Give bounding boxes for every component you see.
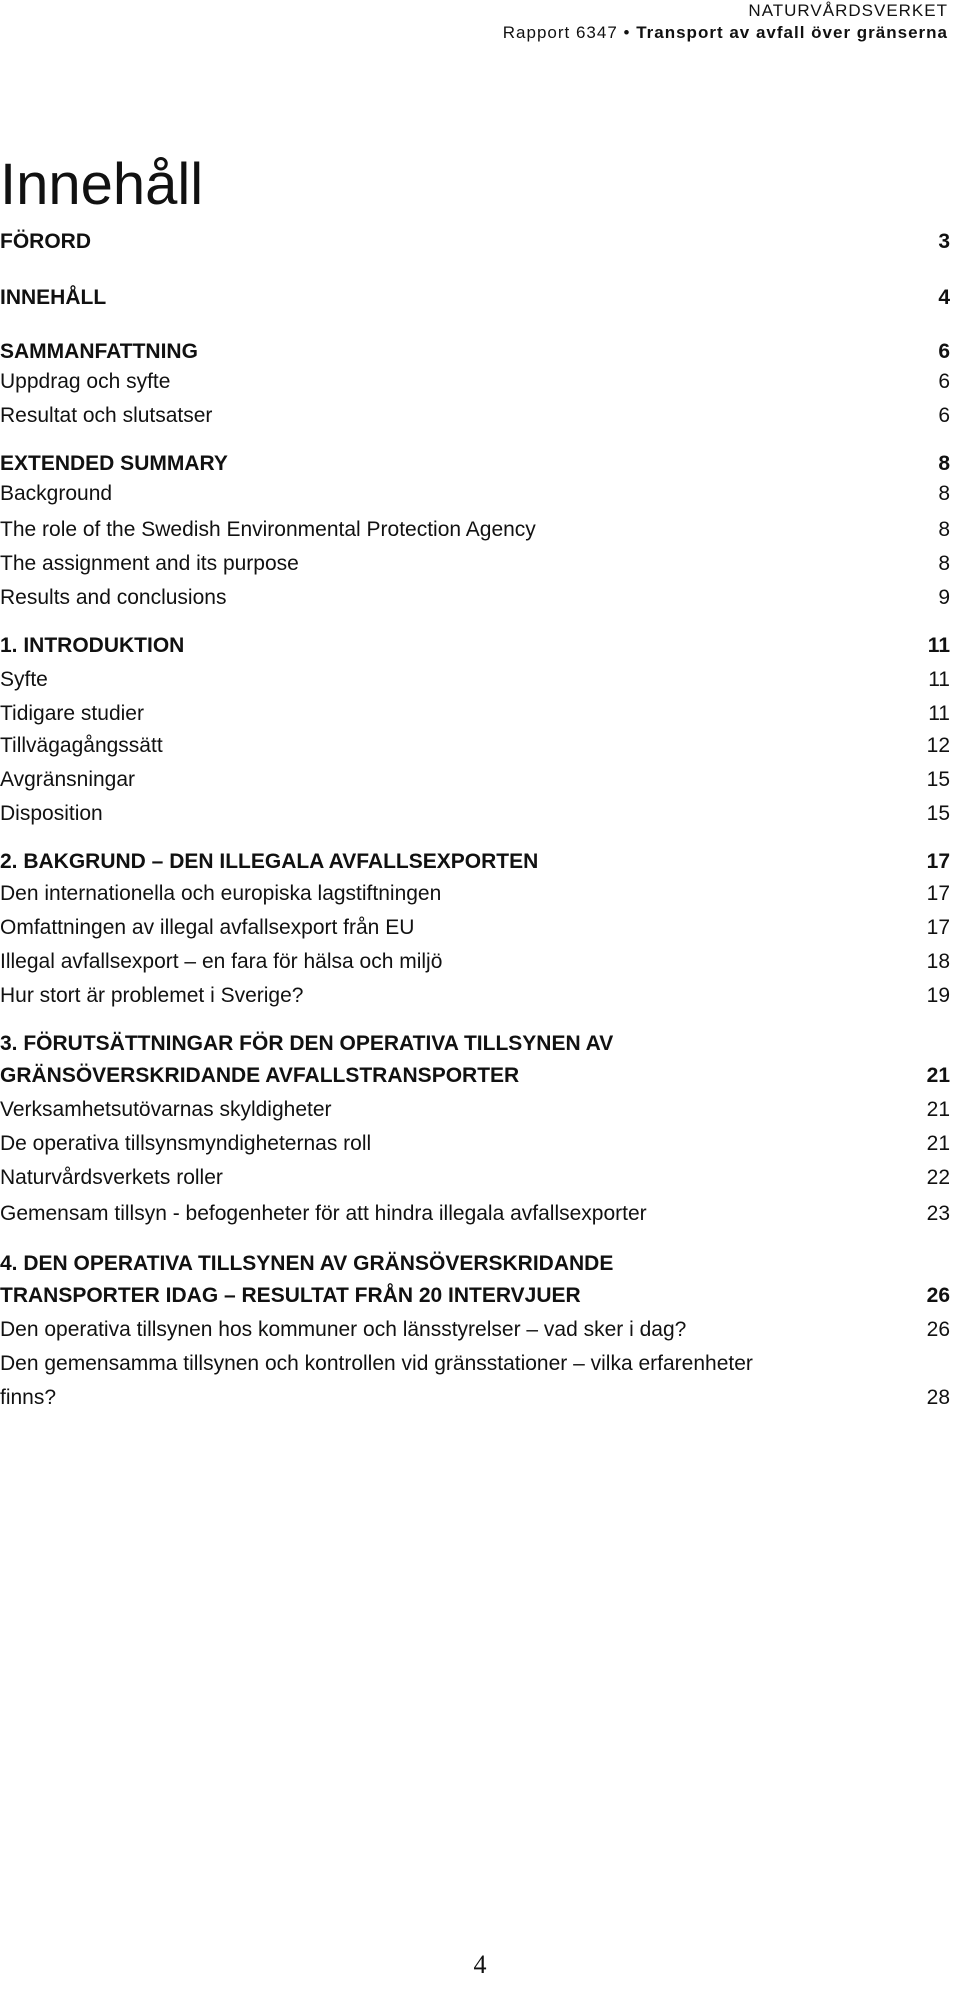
toc-entry-text: Tidigare studier xyxy=(0,702,144,725)
toc-entry-text: 2. BAKGRUND – DEN ILLEGALA AVFALLSEXPORTEN xyxy=(0,850,539,873)
page-title: Innehåll xyxy=(0,152,204,217)
toc-entry[interactable] xyxy=(0,480,950,507)
toc-entry-page: 26 xyxy=(926,1284,950,1307)
toc-entry[interactable] xyxy=(0,402,950,429)
toc-entry-page: 6 xyxy=(938,370,950,393)
toc-entry-text: Uppdrag och syfte xyxy=(0,370,171,393)
toc-entry-page: 21 xyxy=(926,1098,950,1121)
toc-entry-page: 9 xyxy=(938,586,950,609)
toc-entry-page: 6 xyxy=(938,340,950,363)
toc-entry-page: 11 xyxy=(928,668,950,691)
toc-entry-page: 3 xyxy=(938,230,950,253)
toc-entry[interactable] xyxy=(0,1350,950,1377)
toc-entry-text: Omfattningen av illegal avfallsexport från EU xyxy=(0,916,415,939)
toc-entry[interactable] xyxy=(0,550,950,577)
toc-entry[interactable] xyxy=(0,228,950,255)
toc-entry[interactable] xyxy=(0,1030,950,1057)
toc-entry-page: 15 xyxy=(926,802,950,825)
toc-entry-page: 11 xyxy=(927,634,950,657)
toc-entry-text: Illegal avfallsexport – en fara för hälsa och miljö xyxy=(0,950,443,973)
toc-entry-page: 26 xyxy=(926,1318,950,1341)
toc-entry-text: Verksamhetsutövarnas skyldigheter xyxy=(0,1098,332,1121)
toc-entry[interactable] xyxy=(0,732,950,759)
toc-entry-page: 4 xyxy=(938,286,950,309)
toc-entry-text: Background xyxy=(0,482,113,505)
toc-entry-text: Den gemensamma tillsynen och kontrollen vid gränsstationer – vilka erfarenheter xyxy=(0,1352,753,1375)
toc-entry[interactable] xyxy=(0,1200,950,1227)
toc-entry-text: 4. DEN OPERATIVA TILLSYNEN AV GRÄNSÖVERSKRIDANDE xyxy=(0,1252,614,1275)
toc-entry[interactable] xyxy=(0,1164,950,1191)
toc-entry-text: Resultat och slutsatser xyxy=(0,404,213,427)
toc-entry-text: Disposition xyxy=(0,802,103,825)
toc-entry-text: Syfte xyxy=(0,668,48,691)
toc-entry[interactable] xyxy=(0,516,950,543)
toc-entry[interactable] xyxy=(0,982,950,1009)
toc-entry-text: Naturvårdsverkets roller xyxy=(0,1166,223,1189)
toc-entry[interactable] xyxy=(0,1130,950,1157)
toc-entry-text: Den internationella och europiska lagstiftningen xyxy=(0,882,442,905)
header-report: Rapport 6347 • Transport av avfall över gränserna xyxy=(502,23,948,42)
toc-entry-page: 6 xyxy=(938,404,950,427)
toc-entry-text: 3. FÖRUTSÄTTNINGAR FÖR DEN OPERATIVA TILLSYNEN AV xyxy=(0,1032,614,1055)
toc-entry[interactable] xyxy=(0,1062,950,1089)
toc-entry-page: 21 xyxy=(926,1132,950,1155)
toc-entry-text: Tillvägagångssätt xyxy=(0,734,163,757)
page-number: 4 xyxy=(473,1950,487,1979)
toc-entry[interactable] xyxy=(0,1384,950,1411)
toc-entry-text: FÖRORD xyxy=(0,230,91,253)
toc-entry-page: 12 xyxy=(926,734,950,757)
toc-entry[interactable] xyxy=(0,584,950,611)
toc-entry-text: EXTENDED SUMMARY xyxy=(0,452,228,475)
toc-entry[interactable] xyxy=(0,368,950,395)
toc-entry[interactable] xyxy=(0,766,950,793)
toc-entry-page: 19 xyxy=(926,984,950,1007)
toc-entry[interactable] xyxy=(0,338,950,365)
toc-entry[interactable] xyxy=(0,700,950,727)
toc-entry[interactable] xyxy=(0,666,950,693)
toc-entry[interactable] xyxy=(0,1282,950,1309)
toc-entry-page: 11 xyxy=(928,702,950,725)
toc-entry-text: Den operativa tillsynen hos kommuner och länsstyrelser – vad sker i dag? xyxy=(0,1318,687,1341)
toc-entry-text: finns? xyxy=(0,1386,57,1409)
toc-entry[interactable] xyxy=(0,914,950,941)
toc-entry-page: 18 xyxy=(926,950,950,973)
running-header xyxy=(503,0,948,44)
toc-entry-page: 23 xyxy=(926,1202,950,1225)
toc-entry[interactable] xyxy=(0,284,950,311)
toc-entry[interactable] xyxy=(0,1096,950,1123)
header-agency: NATURVÅRDSVERKET xyxy=(748,1,948,20)
toc-entry-text: Results and conclusions xyxy=(0,586,227,609)
toc-entry-page: 21 xyxy=(926,1064,950,1087)
toc-entry-text: Avgränsningar xyxy=(0,768,136,791)
toc-entry-text: The assignment and its purpose xyxy=(0,552,299,575)
toc-entry-page: 17 xyxy=(926,850,950,873)
header-report-number: Rapport 6347 xyxy=(502,23,618,42)
toc-entry-page: 28 xyxy=(926,1386,950,1409)
header-report-title: Transport av avfall över gränserna xyxy=(636,23,948,42)
toc-entry-text: INNEHÅLL xyxy=(0,286,107,309)
toc-entry-text: De operativa tillsynsmyndigheternas roll xyxy=(0,1132,372,1155)
toc-entry-text: TRANSPORTER IDAG – RESULTAT FRÅN 20 INTERVJUER xyxy=(0,1284,581,1307)
toc-entry[interactable] xyxy=(0,848,950,875)
toc-entry-page: 8 xyxy=(938,518,950,541)
toc-entry-page: 17 xyxy=(926,916,950,939)
toc-entry-page: 8 xyxy=(938,482,950,505)
toc-entry-page: 8 xyxy=(938,452,950,475)
toc-entry-text: Hur stort är problemet i Sverige? xyxy=(0,984,304,1007)
toc-entry-text: Gemensam tillsyn - befogenheter för att hindra illegala avfallsexporter xyxy=(0,1202,647,1225)
toc-entry[interactable] xyxy=(0,632,950,659)
toc-entry[interactable] xyxy=(0,880,950,907)
toc-entry[interactable] xyxy=(0,800,950,827)
toc-entry-text: SAMMANFATTNING xyxy=(0,340,198,363)
toc-entry[interactable] xyxy=(0,948,950,975)
toc-entry-page: 22 xyxy=(926,1166,950,1189)
toc-entry-page: 17 xyxy=(926,882,950,905)
toc-entry[interactable] xyxy=(0,1250,950,1277)
toc-entry-text: 1. INTRODUKTION xyxy=(0,634,185,657)
toc-entry-text: GRÄNSÖVERSKRIDANDE AVFALLSTRANSPORTER xyxy=(0,1064,520,1087)
toc-entry-page: 15 xyxy=(926,768,950,791)
toc-entry[interactable] xyxy=(0,1316,950,1343)
toc-entry-text: The role of the Swedish Environmental Protection Agency xyxy=(0,518,536,541)
toc-entry[interactable] xyxy=(0,450,950,477)
toc-entry-page: 8 xyxy=(938,552,950,575)
